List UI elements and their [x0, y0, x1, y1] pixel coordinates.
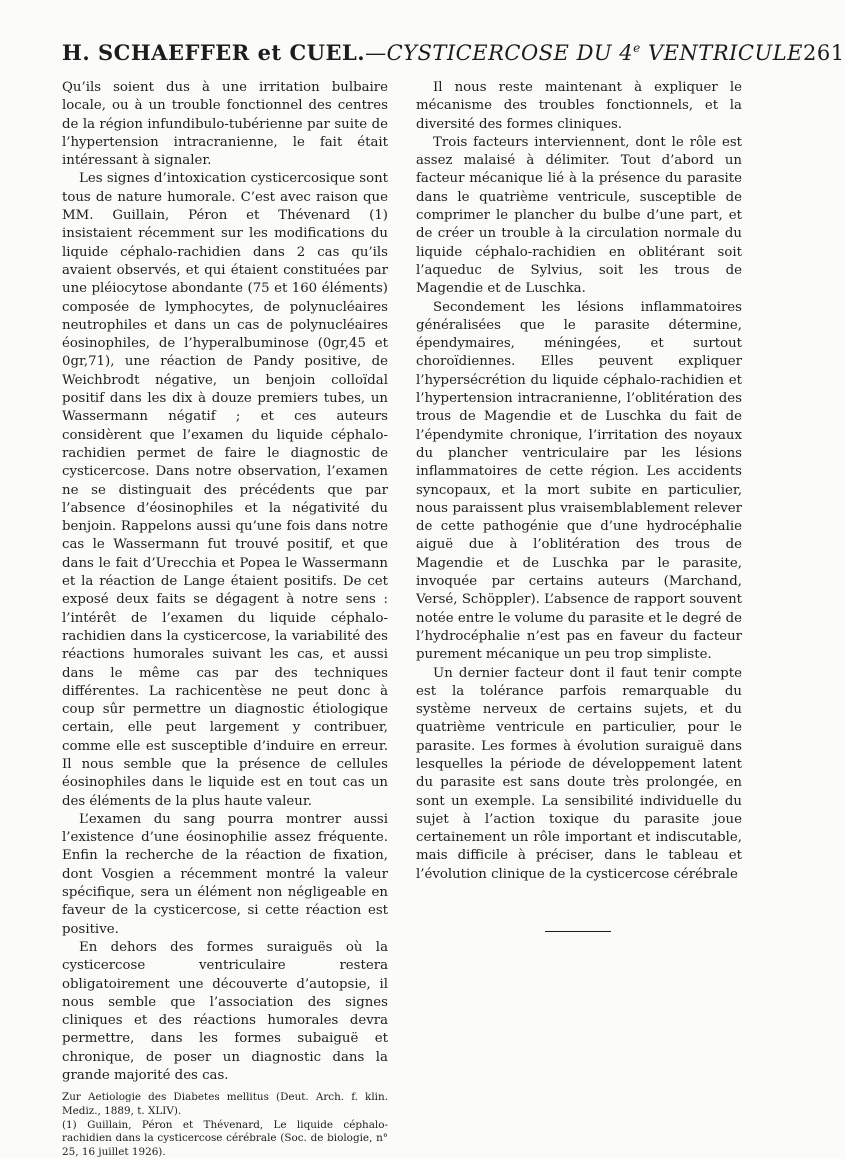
- right-column: [416, 79, 742, 884]
- paragraph: Les signes d’intoxication cysticercosique sont tous de nature humorale. C’est avec raison que MM. Guillain, Péron et Thévenard (1) insistaient récemment sur les modifications du liquide céphalo-rachidien dans 2 cas qu’ils avaient observés, et qui étaient constituées par une pléiocytose abondante (75 et 160 éléments) composée de lymphocytes, de polynucléaires neutrophiles et dans un cas de polynucléaires éosinophiles, de l’hyperalbuminose (0gr,45 et 0gr,71), une réaction de Pandy positive, de Weichbrodt négative, un benjoin colloïdal positif dans les dix à douze premiers tubes, un Wassermann négatif ; et ces auteurs considèrent que l’examen du liquide céphalo-rachidien permet de faire le diagnostic de cysticercose. Dans notre observation, l’examen ne se distinguait des précédents que par l’absence d’éosinophiles et la négativité du benjoin. Rappelons aussi qu’une fois dans notre cas le Wassermann fut trouvé positif, et que dans le fait d’Urecchia et Popea le Wassermann et la réaction de Lange étaient positifs. De cet exposé deux faits se dégagent à notre sens : l’intérêt de l’examen du liquide céphalo-rachidien dans la cysticercose, la variabilité des réactions humorales suivant les cas, et aussi dans le même cas par des techniques différentes. La rachicentèse ne peut donc à coup sûr permettre un diagnostic étiologique certain, elle peut largement y contribuer, comme elle est susceptible d’induire en erreur. Il nous semble que la présence de cellules éosinophiles dans le liquide est en tout cas un des éléments de la plus haute valeur.: [62, 171, 388, 809]
- paragraph: L’examen du sang pourra montrer aussi l’existence d’une éosinophilie assez fréquente. Enfin la recherche de la réaction de fixation, dont Vosgien a récemment montré la valeur spécifique, sera un élément non négligeable en faveur de la cysticercose, si cette réaction est positive.: [62, 811, 388, 937]
- header-title-suffix: VENTRICULE: [647, 41, 803, 65]
- header-authors: H. SCHAEFFER et CUEL.: [62, 40, 366, 65]
- footnotes: [62, 1091, 388, 1159]
- paragraph: Secondement les lésions inflammatoires généralisées que le parasite détermine, épendymaires, méningées, et surtout choroïdiennes. Elles peuvent expliquer l’hypersécrétion du liquide céphalo-rachidien et l’hypertension intracranienne, l’oblitération des trous de Magendie et de Luschka du fait de l’épendymite chronique, l’irritation des noyaux du plancher ventriculaire par les lésions inflammatoires de cette région. Les accidents syncopaux, et la mort subite en particulier, nous paraissent plus vraisemblablement relever de cette pathogénie que d’une hydrocéphalie aiguë due à l’oblitération des trous de Magendie et de Luschka par le parasite, invoquée par certains auteurs (Marchand, Versé, Schöppler). L’absence de rapport souvent notée entre le volume du parasite et le degré de l’hydrocéphalie n’est pas en faveur du facteur purement mécanique un peu trop simpliste.: [416, 299, 742, 663]
- running-header: [62, 40, 845, 65]
- paragraph: Il nous reste maintenant à expliquer le mécanisme des troubles fonctionnels, et la diversité des formes cliniques.: [416, 80, 742, 132]
- header-title: [387, 41, 803, 65]
- paragraph: Trois facteurs interviennent, dont le rôle est assez malaisé à délimiter. Tout d’abord un facteur mécanique lié à la présence du parasite dans le quatrième ventricule, susceptible de comprimer le plancher du bulbe d’une part, et de créer un trouble à la circulation normale du liquide céphalo-rachidien en oblitérant soit l’aqueduc de Sylvius, soit les trous de Magendie et de Luschka.: [416, 134, 742, 297]
- section-end-rule: [545, 931, 611, 932]
- page-number: 261: [802, 41, 845, 65]
- footnote: (1) Guillain, Péron et Thévenard, Le liquide céphalo-rachidien dans la cysticercose cérébrale (Soc. de biologie, n° 25, 16 juillet 1926).: [62, 1118, 388, 1158]
- paragraph: En dehors des formes suraiguës où la cysticercose ventriculaire restera obligatoirement une découverte d’autopsie, il nous semble que l’association des signes cliniques et des réactions humorales devra permettre, dans les formes subaiguë et chronique, de poser un diagnostic dans la grande majorité des cas.: [62, 939, 388, 1084]
- paragraph: Qu’ils soient dus à une irritation bulbaire locale, ou à un trouble fonctionnel des centres de la région infundibulo-tubérienne par suite de l’hypertension intracranienne, le fait était intéressant à signaler.: [62, 80, 388, 169]
- header-title-superscript: e: [633, 41, 641, 55]
- header-separator: —: [365, 41, 387, 65]
- paragraph: Un dernier facteur dont il faut tenir compte est la tolérance parfois remarquable du système nerveux de certains sujets, et du quatrième ventricule en particulier, pour le parasite. Les formes à évolution suraiguë dans lesquelles la période de développement latent du parasite est sans doute très prolongée, en sont un exemple. La sensibilité individuelle du sujet à l’action toxique du parasite joue certainement un rôle important et indiscutable, mais difficile à préciser, dans le tableau et l’évolution clinique de la cysticercose cérébrale: [416, 665, 742, 882]
- footnote: Zur Aetiologie des Diabetes mellitus (Deut. Arch. f. klin. Mediz., 1889, t. XLIV).: [62, 1091, 388, 1117]
- left-column: [62, 79, 388, 1159]
- header-title-prefix: CYSTICERCOSE DU 4: [386, 41, 634, 65]
